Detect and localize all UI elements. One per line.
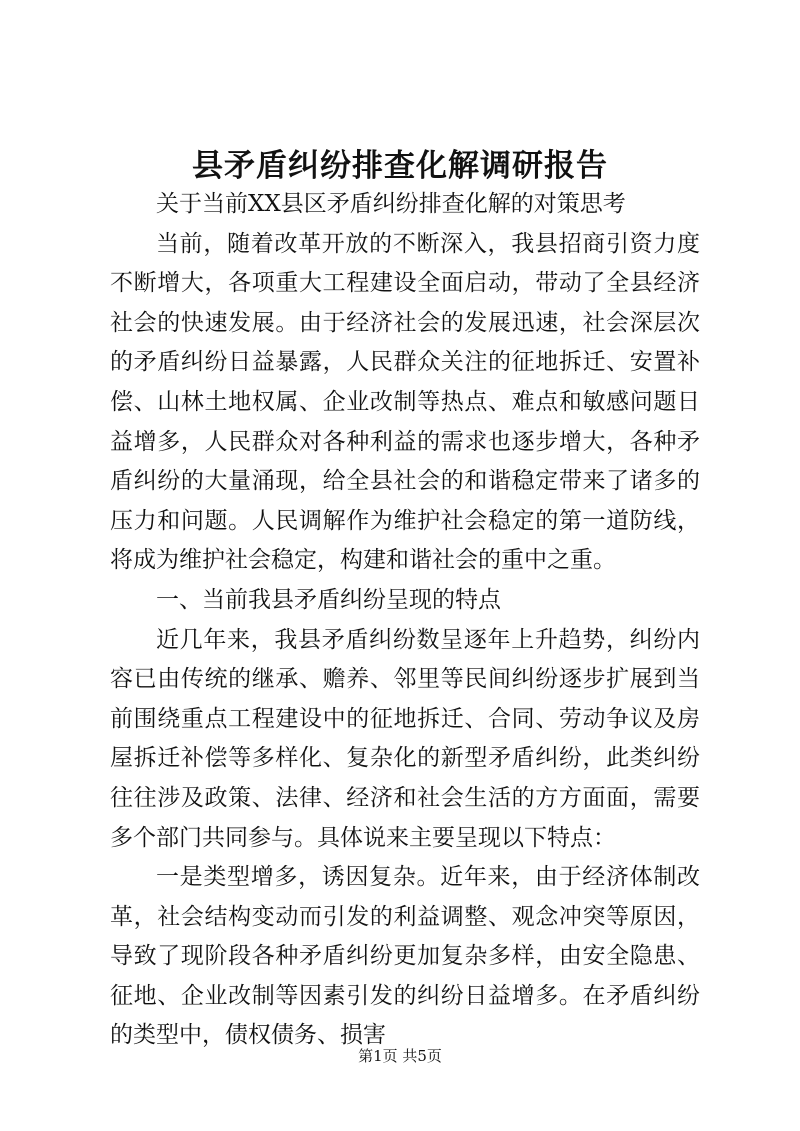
page-footer: 第1页 共5页 <box>358 1047 442 1065</box>
document-body <box>110 185 700 1056</box>
body-paragraph: 一是类型增多，诱因复杂。近年来，由于经济体制改革，社会结构变动而引发的利益调整、观念冲突等原因，导致了现阶段各种矛盾纠纷更加复杂多样，由安全隐患、征地、企业改制等因素引发的纠纷日益增多。在矛盾纠纷的类型中，债权债务、损害 <box>110 864 700 1049</box>
subtitle-paragraph: 关于当前XX县区矛盾纠纷排查化解的对策思考 <box>156 191 626 217</box>
document-title: 县矛盾纠纷排查化解调研报告 <box>192 148 608 184</box>
body-paragraph: 近几年来，我县矛盾纠纷数呈逐年上升趋势，纠纷内容已由传统的继承、赡养、邻里等民间纠纷逐步扩展到当前围绕重点工程建设中的征地拆迁、合同、劳动争议及房屋拆迁补偿等多样化、复杂化的新型矛盾纠纷，此类纠纷往往涉及政策、法律、经济和社会生活的方方面面，需要多个部门共同参与。具体说来主要呈现以下特点： <box>110 626 700 851</box>
section-heading: 一、当前我县矛盾纠纷呈现的特点 <box>156 586 501 613</box>
intro-paragraph: 当前，随着改革开放的不断深入，我县招商引资力度不断增大，各项重大工程建设全面启动，带动了全县经济社会的快速发展。由于经济社会的发展迅速，社会深层次的矛盾纠纷日益暴露，人民群众关注的征地拆迁、安置补偿、山林土地权属、企业改制等热点、难点和敏感问题日益增多，人民群众对各种利益的需求也逐步增大，各种矛盾纠纷的大量涌现，给全县社会的和谐稳定带来了诸多的压力和问题。人民调解作为维护社会稳定的第一道防线，将成为维护社会稳定，构建和谐社会的重中之重。 <box>110 230 700 574</box>
